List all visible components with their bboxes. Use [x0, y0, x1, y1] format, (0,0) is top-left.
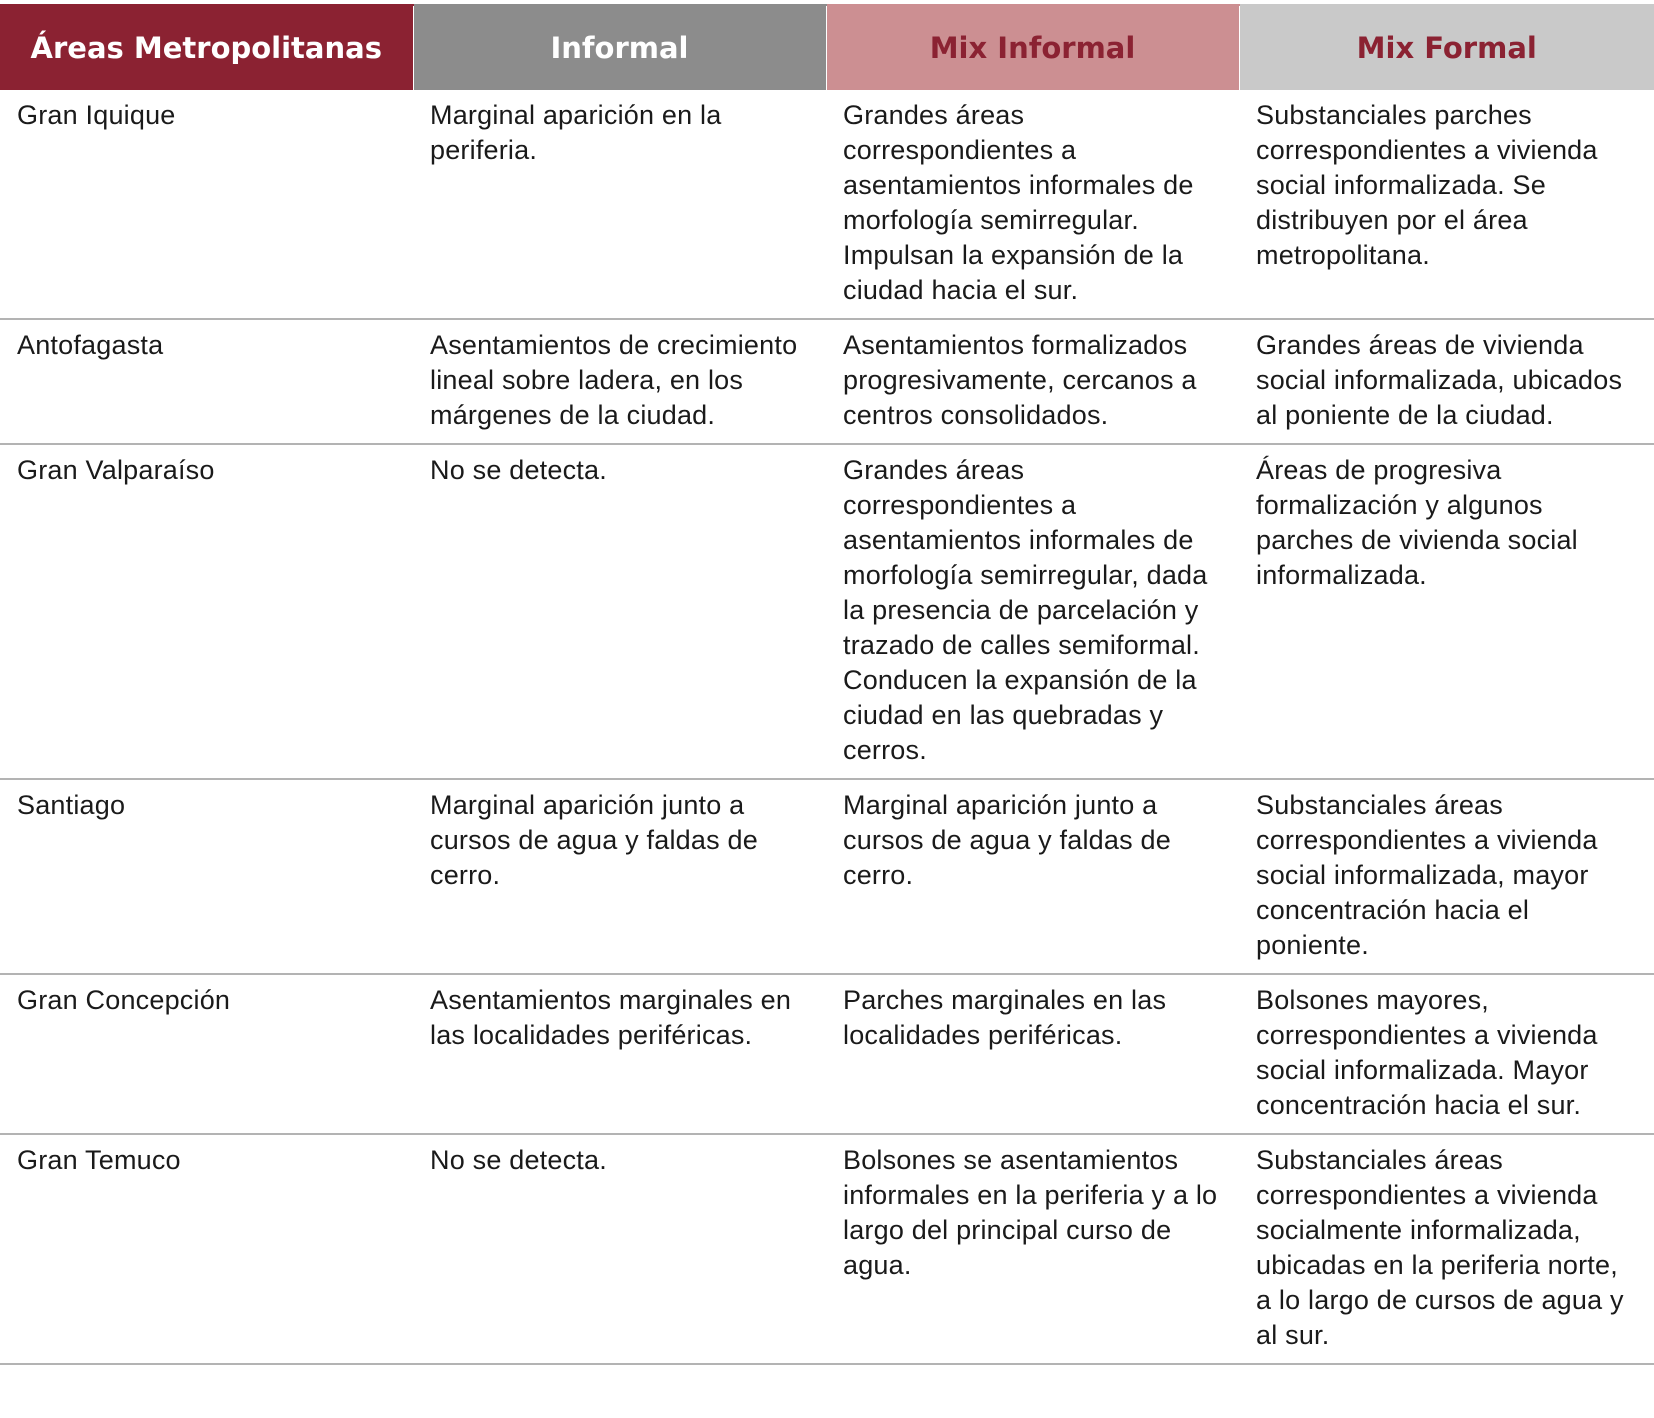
- header-areas-metropolitanas: Áreas Metropolitanas: [0, 5, 413, 90]
- table-row: [0, 1134, 1654, 1364]
- cell-mix-informal: Bolsones se asentamientos informales en la periferia y a lo largo del principal curso de agua.: [826, 1134, 1239, 1364]
- cell-mix-formal: Substanciales áreas correspondientes a vivienda social informalizada, mayor concentración hacia el poniente.: [1239, 779, 1654, 974]
- header-mix-formal: Mix Formal: [1239, 5, 1654, 90]
- cell-mix-formal: Bolsones mayores, correspondientes a vivienda social informalizada. Mayor concentración hacia el sur.: [1239, 974, 1654, 1134]
- table-row: [0, 974, 1654, 1134]
- classification-table-container: [0, 4, 1654, 1365]
- metropolitan-areas-table: [0, 4, 1654, 1365]
- cell-informal: No se detecta.: [413, 1134, 826, 1364]
- cell-informal: Marginal aparición junto a cursos de agua y faldas de cerro.: [413, 779, 826, 974]
- header-mix-informal: Mix Informal: [826, 5, 1239, 90]
- header-row: [0, 5, 1654, 90]
- cell-informal: Asentamientos de crecimiento lineal sobre ladera, en los márgenes de la ciudad.: [413, 319, 826, 444]
- cell-informal: Marginal aparición en la periferia.: [413, 90, 826, 319]
- table-row: [0, 90, 1654, 319]
- cell-mix-formal: Substanciales áreas correspondientes a vivienda socialmente informalizada, ubicadas en la periferia norte, a lo largo de cursos de agua y al sur.: [1239, 1134, 1654, 1364]
- cell-informal: Asentamientos marginales en las localidades periféricas.: [413, 974, 826, 1134]
- cell-area: Santiago: [0, 779, 413, 974]
- cell-mix-formal: Substanciales parches correspondientes a vivienda social informalizada. Se distribuyen por el área metropolitana.: [1239, 90, 1654, 319]
- cell-mix-informal: Parches marginales en las localidades periféricas.: [826, 974, 1239, 1134]
- cell-area: Gran Temuco: [0, 1134, 413, 1364]
- cell-mix-informal: Grandes áreas correspondientes a asentamientos informales de morfología semirregular, dada la presencia de parcelación y trazado de calles semiformal. Conducen la expansión de la ciudad en las quebradas y cerros.: [826, 444, 1239, 779]
- table-row: [0, 319, 1654, 444]
- table-row: [0, 779, 1654, 974]
- table-row: [0, 444, 1654, 779]
- cell-mix-formal: Grandes áreas de vivienda social informalizada, ubicados al poniente de la ciudad.: [1239, 319, 1654, 444]
- cell-area: Gran Concepción: [0, 974, 413, 1134]
- cell-informal: No se detecta.: [413, 444, 826, 779]
- cell-area: Antofagasta: [0, 319, 413, 444]
- cell-area: Gran Iquique: [0, 90, 413, 319]
- cell-mix-formal: Áreas de progresiva formalización y algunos parches de vivienda social informalizada.: [1239, 444, 1654, 779]
- header-informal: Informal: [413, 5, 826, 90]
- cell-mix-informal: Asentamientos formalizados progresivamente, cercanos a centros consolidados.: [826, 319, 1239, 444]
- cell-mix-informal: Grandes áreas correspondientes a asentamientos informales de morfología semirregular. Impulsan la expansión de la ciudad hacia el sur.: [826, 90, 1239, 319]
- table-header: [0, 5, 1654, 90]
- table-body: [0, 90, 1654, 1364]
- cell-mix-informal: Marginal aparición junto a cursos de agua y faldas de cerro.: [826, 779, 1239, 974]
- cell-area: Gran Valparaíso: [0, 444, 413, 779]
